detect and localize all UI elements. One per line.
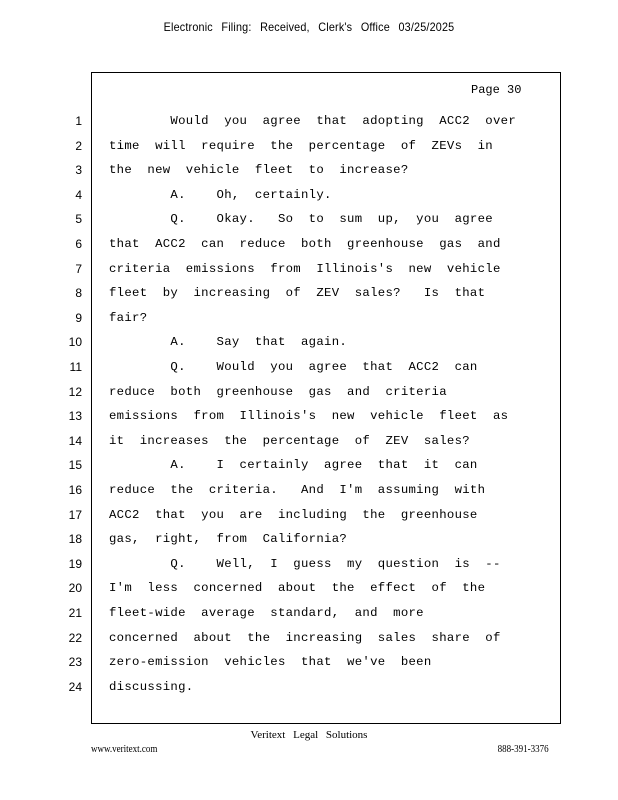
transcript-line: Q. Well, I guess my question is -- (109, 556, 501, 571)
line-number: 23 (68, 655, 82, 670)
transcript-line: it increases the percentage of ZEV sales? (109, 433, 470, 448)
transcript-line: reduce both greenhouse gas and criteria (109, 384, 447, 399)
line-number: 7 (75, 261, 82, 276)
transcript-line: discussing. (109, 679, 194, 694)
page-number: Page 30 (471, 83, 522, 97)
line-number: 22 (68, 630, 82, 645)
transcript-line: concerned about the increasing sales share of (109, 630, 501, 645)
line-number: 6 (75, 237, 82, 251)
transcript-line: A. Say that again. (109, 335, 348, 350)
line-number: 18 (68, 532, 82, 547)
line-number: 16 (68, 483, 82, 497)
transcript-line: I'm less concerned about the effect of the (109, 581, 486, 596)
footer-website: www.veritext.com (91, 744, 158, 755)
transcript-line: zero-emission vehicles that we've been (109, 655, 432, 670)
line-number: 1 (75, 114, 82, 128)
line-number: 24 (68, 679, 82, 694)
transcript-line: fleet by increasing of ZEV sales? Is that (109, 286, 486, 301)
transcript-line: Would you agree that adopting ACC2 over (109, 114, 517, 128)
transcript-line: Q. Would you agree that ACC2 can (109, 360, 478, 374)
footer-company: Veritext Legal Solutions (250, 729, 368, 741)
line-number: 10 (68, 335, 82, 350)
line-number: 19 (68, 556, 82, 571)
transcript-line: A. Oh, certainly. (109, 187, 332, 202)
line-number: 9 (75, 310, 82, 325)
transcript-line: A. I certainly agree that it can (109, 458, 478, 473)
line-number: 4 (75, 187, 82, 202)
line-number: 17 (68, 507, 82, 522)
line-number: 14 (68, 433, 82, 448)
line-number: 11 (69, 360, 82, 374)
transcript-line: time will require the percentage of ZEVs in (109, 138, 493, 153)
line-number: 20 (68, 581, 82, 596)
transcript-line: fair? (109, 310, 148, 325)
footer-phone: 888-391-3376 (497, 744, 549, 755)
line-number: 21 (68, 606, 82, 620)
line-number: 15 (68, 458, 82, 473)
line-number: 2 (75, 138, 82, 153)
transcript-line: ACC2 that you are including the greenhouse (109, 507, 478, 522)
line-number: 12 (68, 384, 82, 399)
line-number: 3 (75, 163, 82, 178)
transcript-line: reduce the criteria. And I'm assuming with (109, 483, 486, 497)
transcript-line: the new vehicle fleet to increase? (109, 163, 409, 178)
filing-header: Electronic Filing: Received, Clerk's Office 03/25/2025 (163, 20, 455, 34)
line-number: 5 (75, 212, 82, 227)
line-number: 13 (68, 409, 82, 424)
transcript-line: fleet-wide average standard, and more (109, 606, 424, 620)
transcript-line: gas, right, from California? (109, 532, 348, 547)
transcript-line: Q. Okay. So to sum up, you agree (109, 212, 493, 227)
transcript-line: emissions from Illinois's new vehicle fleet as (109, 409, 509, 424)
line-number: 8 (75, 286, 82, 301)
transcript-line: criteria emissions from Illinois's new vehicle (109, 261, 501, 276)
transcript-line: that ACC2 can reduce both greenhouse gas and (109, 237, 501, 251)
